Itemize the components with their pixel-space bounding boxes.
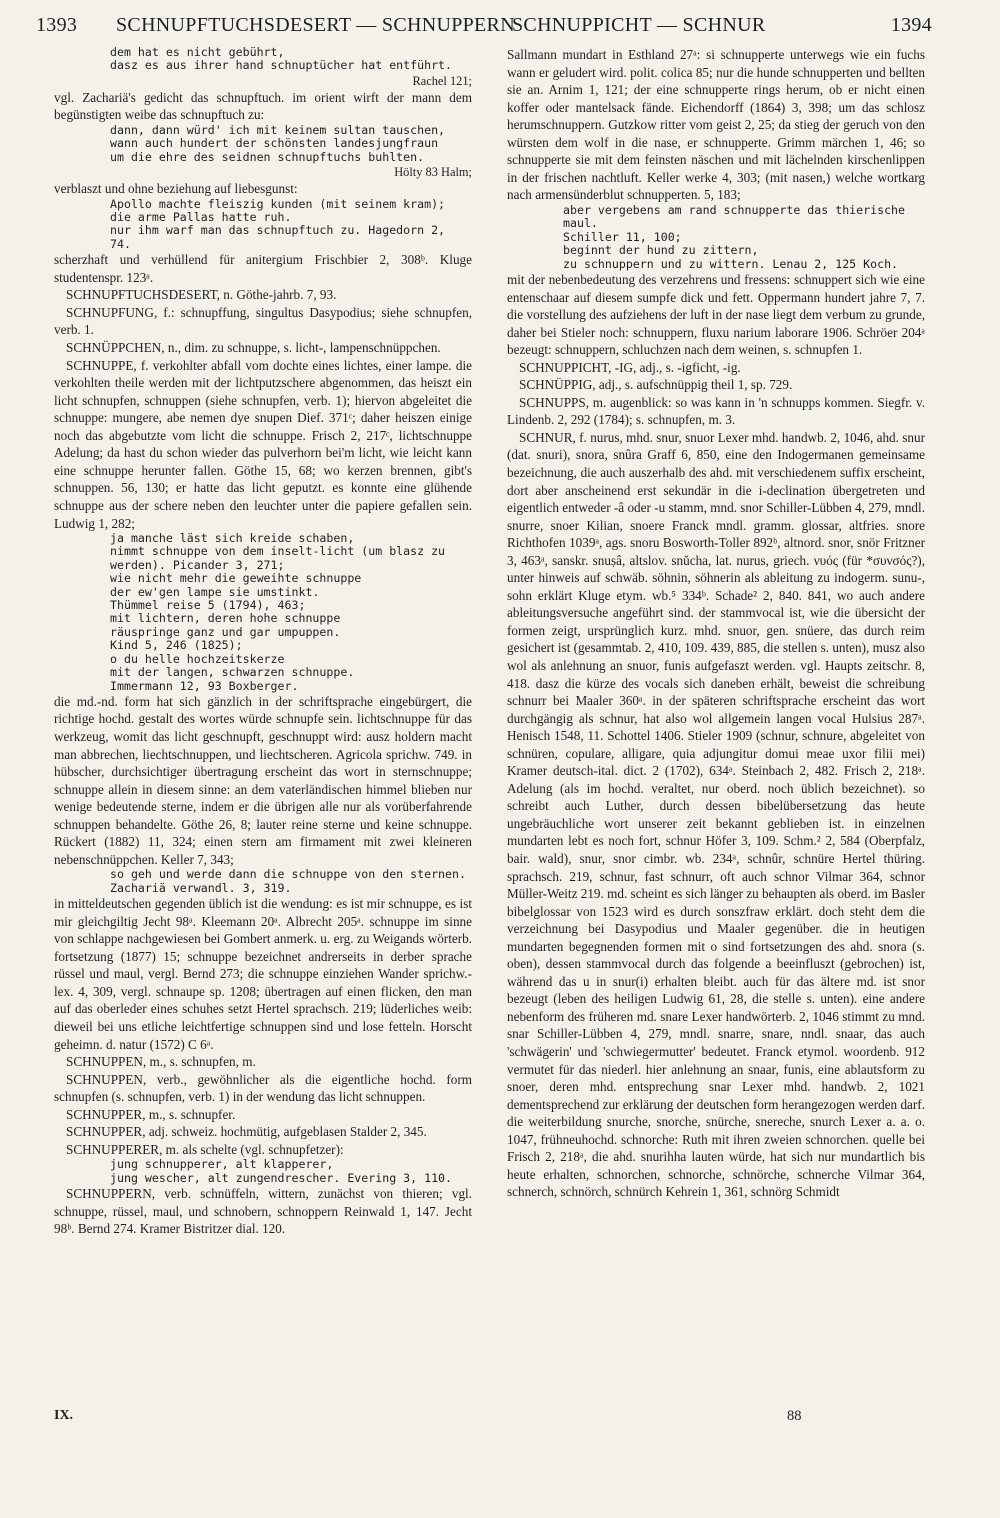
left-column-quote-block: dem hat es nicht gebührt, dasz es aus ihrer hand schnuptücher hat entführt. <box>110 45 453 73</box>
right-column-quote-block: beginnt der hund zu zittern, zu schnuppern und zu wittern. Lenau 2, 125 Koch. <box>563 243 899 271</box>
left-column-cont-block: verblaszt und ohne beziehung auf liebesgunst: <box>54 181 298 197</box>
left-signature-mark: IX. <box>54 1408 74 1423</box>
right-page-number: 1394 <box>890 14 932 36</box>
left-running-title: SCHNUPFTUCHSDESERT — SCHNUPPERN <box>116 14 515 36</box>
left-column-ind-block: SCHNUPFTUCHSDESERT, n. Göthe-jahrb. 7, 93. <box>66 287 337 303</box>
left-column-ind-block: SCHNÜPPCHEN, n., dim. zu schnuppe, s. licht-, lampenschnüppchen. <box>66 340 441 356</box>
left-column-cont-block: die md.-nd. form hat sich gänzlich in der schriftsprache eingebürgert, die richtige hochd. gestalt des wortes würde schnupfe sein. lichtschnuppe für das werkzeug, womit das licht geschnupft, geschnuppt wird: ausz holdern macht man abbrechen, liechtschnuppen, und liechtscheren. Agricola sprichw. 749. in hübscher, durchsichtiger übertragung erscheint das wort in sternschnuppe; schnuppe allein in diesem sinne: an dem vaterländischen himmel blieben nur wenige bedeutende sterne, indem er die übrigen alle nur als vorüberfahrende schnuppen behandelte. Göthe 26, 8; lauter reine sterne und keine schnuppe. Rückert (1882) 11, 324; einen stern am firmament mit zwei kleineren nebenschnüppchen. Keller 7, 343; <box>54 693 472 867</box>
left-column-src-block: Hölty 83 Halm; <box>394 165 472 180</box>
left-column-quote-block: jung schnupperer, alt klapperer, jung wescher, alt zungendrescher. Evering 3, 110. <box>110 1157 453 1185</box>
right-column-ind-block: SCHNUPPS, m. augenblick: so was kann in 'n schnupps kommen. Siegfr. v. Lindenb. 2, 292 (1784); s. schnupfen, m. 3. <box>507 394 925 428</box>
left-column-ind-block: SCHNUPPERN, verb. schnüffeln, wittern, zunächst von thieren; vgl. schnuppe, rüssel, maul, und schnobern, schnoppern Reinwald 1, 147. Jecht 98ᵇ. Bernd 274. Kramer Bistritzer dial. 120. <box>54 1186 472 1237</box>
left-column-quote-block: ja manche läst sich kreide schaben, nimmt schnuppe von dem inselt-licht (um blasz zu werden). Picander 3, 271; <box>110 531 446 572</box>
right-column-ind-block: SCHNUPPICHT, -IG, adj., s. -igficht, -ig. <box>519 359 741 375</box>
left-column-ind-block: SCHNUPPE, f. verkohlter abfall vom dochte eines lichtes, einer lampe. die verkohlten theile werden mit der lichtputzschere abgenommen, das heiszt ein licht schnupfen, schnuppen (siehe schnupfen, verb. 1); hiervon abgeleitet die schnuppe: mungere, abe nemen dye snupen Dief. 371ᶜ; daher heiszen einige noch das abgebutzte vom licht die schnuppe. Frisch 2, 217ᶜ, lichtschnuppe Adelung; da hast du schon wieder das pulverhorn bei'm licht, wie leicht kann eine schnuppe herunter fallen. Göthe 15, 68; wo kerzen brennen, gibt's schnuppen. 56, 130; er hatte das licht geputzt. es konnte eine glühende schnuppe aus der schere neben den leuchter unter die papiere gefallen sein. Ludwig 1, 282; <box>54 357 472 531</box>
right-signature-mark: 88 <box>787 1408 802 1424</box>
left-column-quote-block: dann, dann würd' ich mit keinem sultan tauschen, wann auch hundert der schönsten landesjungfraun um die ehre des seidnen schnupftuchs buhlten. <box>110 122 446 164</box>
left-column-quote-block: so geh und werde dann die schnuppe von den sternen. Zachariä verwandl. 3, 319. <box>110 867 466 895</box>
left-column-quote-block: wie nicht mehr die geweihte schnuppe der ew'gen lampe sie umstinkt. Thümmel reise 5 (1794), 463; <box>110 571 362 613</box>
right-column-cont-block: Sallmann mundart in Esthland 27ᵃ: si schnupperte unterwegs wie ein fuchs wann er geludert wird. polit. colica 85; nur die hunde schnupperten und bellten sie an. Arnim 1, 121; der eine schnupperte rings herum, ob er nicht einen koffer oder mantelsack fände. Eichendorff (1864) 3, 398; um das schlosz herumschnuppern. Gutzkow ritter vom geist 2, 25; da stieg der geruch von den würsten dem wolf in die nase, er schnupperte. Grimm märchen 1, 46; so schnupperte sie mit dem feinsten näschen und mit lächelnden kirschenlippen in der frischen nachtluft. Keller werke 4, 303; (mit nasen,) welche wortkarg nach armensünderblut schnupperten. 5, 183; <box>507 47 925 203</box>
right-column-cont-block: mit der nebenbedeutung des verzehrens und fressens: schnuppert sich wie eine entenschaar auf diesem sumpfe dick und fett. Oppermann hundert jahre 7, 7. die vorstellung des aufziehens der luft in der nase liegt dem verbum zu grunde, daher bei Stieler noch: schnuppern, fluxu narium laborare 1906. Schröer 204ᵃ bezeugt: schnuppern, schluchzen nach dem weinen, s. schnupfen 1. <box>507 271 925 358</box>
right-column-ind-block: SCHNÜPPIG, adj., s. aufschnüppig theil 1, sp. 729. <box>519 377 793 393</box>
right-column <box>507 46 925 1201</box>
left-page-header <box>36 14 515 44</box>
left-column-cont-block: vgl. Zachariä's gedicht das schnupftuch. im orient wirft der mann dem begünstigten weibe das schnupftuch zu: <box>54 89 472 123</box>
left-column-ind-block: SCHNUPPER, adj. schweiz. hochmütig, aufgeblasen Stalder 2, 345. <box>66 1124 427 1140</box>
left-column-ind-block: SCHNUPFUNG, f.: schnupffung, singultus Dasypodius; siehe schnupfen, verb. 1. <box>54 304 472 338</box>
right-page-header <box>512 14 932 44</box>
left-column <box>54 46 472 1238</box>
left-column-cont-block: in mitteldeutschen gegenden üblich ist die wendung: es ist mir schnuppe, es ist mir gleichgiltig Jecht 98ᵃ. Kleemann 20ᵃ. Albrecht 205ᵃ. schnuppe im sinne von schlappe nachgewiesen bei Gombert anmerk. u. erg. zu Weigands wörterb. fortsetzung (1877) 15; schnuppe bezeichnet andrerseits in derber sprache rüssel und maul, vergl. Bernd 273; die schnuppe einziehen Wander sprichw.-lex. 4, 309, vergl. schnaupe sp. 1208; übertragen auf einen flicken, den man auf das oberleder eines schuhes setzt Hertel sprachsch. 219; lüderliches weib: dieweil bei uns etliche leichtfertige schnuppen sind und lose fetteln. Horscht geheimn. d. natur (1572) C 6ᵃ. <box>54 896 472 1052</box>
right-column-ind-block: SCHNUR, f. nurus, mhd. snur, snuor Lexer mhd. handwb. 2, 1046, ahd. snur (dat. snuri), snora, snûra Graff 6, 850, eine den Indogermanen gemeinsame bezeichnung, die auch auszerhalb des ahd. mit verschiedenem suffix erscheint, dort aber anscheinend erst sekundär in die i-declination übergetreten und eigentlich entweder -â oder -u stamm, mnd. snor Schiller-Lübben 4, 279, mndl. snurre, snoer Kilian, snoere Franck mndl. gramm. glossar, altfries. snore Richthofen 1039ᵃ, ags. snoru Bosworth-Toller 892ᵇ, altnord. snor, snör Fritzner 3, 463ᵃ, sanskr. snuṣâ, altslov. snŭcha, lat. nurus, griech. νυός (für *συνσός?), unter hinweis auf schwäb. söhnin, söhnerin als ableitung zu indogerm. sunu-, sohn erklärt Kluge etym. wb.⁵ 334ᵇ. Schade² 2, 840. 841, wo auch andere ableitungsversuche angeführt sind. der stammvocal ist, wie die übersicht der formen zeigt, ursprünglich kurz. mhd. snuor, gen. snüere, das durch reim gesichert ist (gesammtab. 2, 410, 109. 439, 885, die stellen s. unten), musz also wol als anlehnung an snuor, funis aufgefaszt werden. vgl. Haupts zeitschr. 8, 418. dasz die kürze des vocals sich daneben erhält, beweist die schreibung schnurr bei Maaler 360ᵃ. in der späteren schriftsprache erscheint das wort durchgängig als schnur, hat also wol allgemein langen vocal Hulsius 287ᵃ. Henisch 1548, 11. Schottel 1406. Stieler 1909 (schnur, schnure, abgeleitet von schnüren, copulare, alligare, quia adjungitur domui meae uxor filii mei) Kramer deutsch-ital. dict. 2 (1702), 634ᵃ. Steinbach 2, 482. Frisch 2, 218ᵃ. Adelung (als im hochd. veraltet, nur oberd. noch üblich bezeichnet). so schreibt auch Luther, durch dessen bibelübersetzung das heute ungebräuchliche wort unserer zeit bekannt geblieben ist. in einzelnen mundarten lebt es noch fort, schnur Höfer 3, 109. Schm.² 2, 584 (Oberpfalz, bair. wald), snur, snor cimbr. wb. 234ᵃ, schnûr, schnüre Hertel thüring. sprachsch. 219, schnur, fast schnurr, oft auch schnor Vilmar 364, schnor Müller-Weitz 219. md. scheint es sich länger zu behaupten als oberd. im Basler bibelglossar von 1523 wird es durch sonszfraw erklärt. doch steht dem die verzeichnung bei Dasypodius und Maaler gegenüber. die in heutigen mundarten begegnenden formen mit o sind fortsetzungen des ahd. snora (s. oben), dessen stammvocal durch das folgende a beeinfluszt (gebrochen) ist, während das u in snur(i) erhalten bleibt. auch für das ältere md. ist snor bezeugt (leben des heiligen Ludwig 61, 28, die stelle s. unten). eine andere nebenform des früheren md. snare Lexer handwörterb. 2, 1046 stimmt zu mnd. snar Schiller-Lübben 4, 279, mndl. snarre, snare, nndl. snaar, das auch 'schwägerin' und 'schwiegermutter' bedeutet. Franck etymol. woordenb. 912 vermutet für das niederl. hier anlehnung an snaar, funis, eine ablautsform zu snoer, deren mhd. entsprechung snar Lexer mhd. handwb. 2, 1021 dementsprechend zur erklärung der deutschen form herangezogen werden darf. die weiterbildung snurche, snorche, snürche, snereche, snurch Lexer a. a. o. 1047, frühneuhochd. schnorche: Ruth mit ihren zweien schnorchen. quelle bei Frisch 2, 218ᵃ, die ahd. snurihha lauten würde, hat sich nur mundartlich bis heute erhalten, schnorchen, schnorche, schnörche, schnerche Vilmar 364, schnerch, schnörch, schnürch Kehrein 1, 361, schnörg Schmidt <box>507 429 925 1200</box>
left-column-ind-block: SCHNUPPEN, verb., gewöhnlicher als die eigentliche hochd. form schnupfen (s. schnupfen, verb. 1) in der wendung das licht schnuppen. <box>54 1071 472 1105</box>
left-page-number: 1393 <box>36 14 78 36</box>
left-column-src-block: Rachel 121; <box>412 73 472 88</box>
left-column-ind-block: SCHNUPPERER, m. als schelte (vgl. schnupfetzer): <box>66 1141 344 1157</box>
left-column-quote-block: mit lichtern, deren hohe schnuppe räuspringe ganz und gar umpuppen. Kind 5, 246 (1825); <box>110 611 341 653</box>
left-column-ind-block: SCHNUPPER, m., s. schnupfer. <box>66 1106 236 1122</box>
left-column-cont-block: scherzhaft und verhüllend für anitergium Frischbier 2, 308ᵇ. Kluge studentenspr. 123ᵃ. <box>54 252 472 285</box>
right-column-quote-block: aber vergebens am rand schnupperte das thierische maul. Schiller 11, 100; <box>563 202 906 244</box>
left-column-quote-block: Apollo machte fleiszig kunden (mit seinem kram); die arme Pallas hatte ruh. nur ihm warf man das schnupftuch zu. Hagedorn 2, 74. <box>110 196 446 251</box>
left-column-ind-block: SCHNUPPEN, m., s. schnupfen, m. <box>66 1054 256 1070</box>
left-column-quote-block: o du helle hochzeitskerze mit der langen, schwarzen schnuppe. Immermann 12, 93 Boxberger. <box>110 651 355 693</box>
right-running-title: SCHNUPPICHT — SCHNUR <box>512 14 766 36</box>
